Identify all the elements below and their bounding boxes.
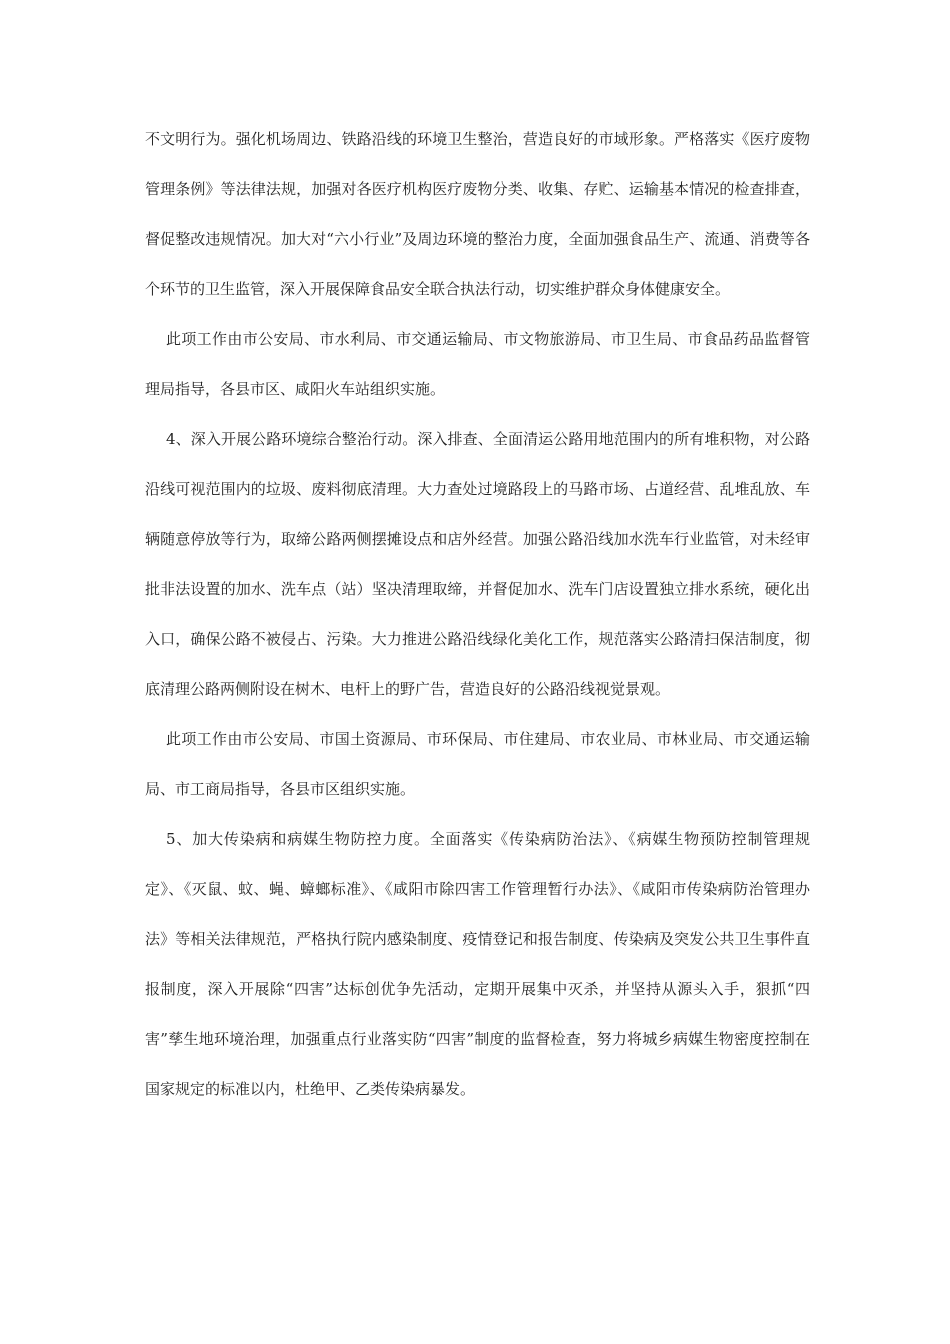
- paragraph-responsibility-2: 此项工作由市公安局、市国土资源局、市环保局、市住建局、市农业局、市林业局、市交通运输局、市工商局指导，各县市区组织实施。: [145, 730, 810, 798]
- paragraph-continuation: 不文明行为。强化机场周边、铁路沿线的环境卫生整治，营造良好的市域形象。严格落实《医疗废物管理条例》等法律法规，加强对各医疗机构医疗废物分类、收集、存贮、运输基本情况的检查排查，督促整改违规情况。加大对“六小行业”及周边环境的整治力度，全面加强食品生产、流通、消费等各个环节的卫生监管，深入开展保障食品安全联合执法行动，切实维护群众身体健康安全。: [145, 130, 810, 298]
- paragraph-item-5: 5、加大传染病和病媒生物防控力度。全面落实《传染病防治法》、《病媒生物预防控制管理规定》、《灭鼠、蚊、蝇、蟑螂标准》、《咸阳市除四害工作管理暂行办法》、《咸阳市传染病防治管理办法》等相关法律规范，严格执行院内感染制度、疫情登记和报告制度、传染病及突发公共卫生事件直报制度，深入开展除“四害”达标创优争先活动，定期开展集中灭杀，并坚持从源头入手，狠抓“四害”孳生地环境治理，加强重点行业落实防“四害”制度的监督检查，努力将城乡病媒生物密度控制在国家规定的标准以内，杜绝甲、乙类传染病暴发。: [145, 830, 810, 1098]
- document-body: [145, 114, 810, 1114]
- paragraph-item-4: 4、深入开展公路环境综合整治行动。深入排查、全面清运公路用地范围内的所有堆积物，对公路沿线可视范围内的垃圾、废料彻底清理。大力查处过境路段上的马路市场、占道经营、乱堆乱放、车辆随意停放等行为，取缔公路两侧摆摊设点和店外经营。加强公路沿线加水洗车行业监管，对未经审批非法设置的加水、洗车点（站）坚决清理取缔，并督促加水、洗车门店设置独立排水系统，硬化出入口，确保公路不被侵占、污染。大力推进公路沿线绿化美化工作，规范落实公路清扫保洁制度，彻底清理公路两侧附设在树木、电杆上的野广告，营造良好的公路沿线视觉景观。: [145, 430, 810, 698]
- paragraph-responsibility-1: 此项工作由市公安局、市水利局、市交通运输局、市文物旅游局、市卫生局、市食品药品监督管理局指导，各县市区、咸阳火车站组织实施。: [145, 330, 810, 398]
